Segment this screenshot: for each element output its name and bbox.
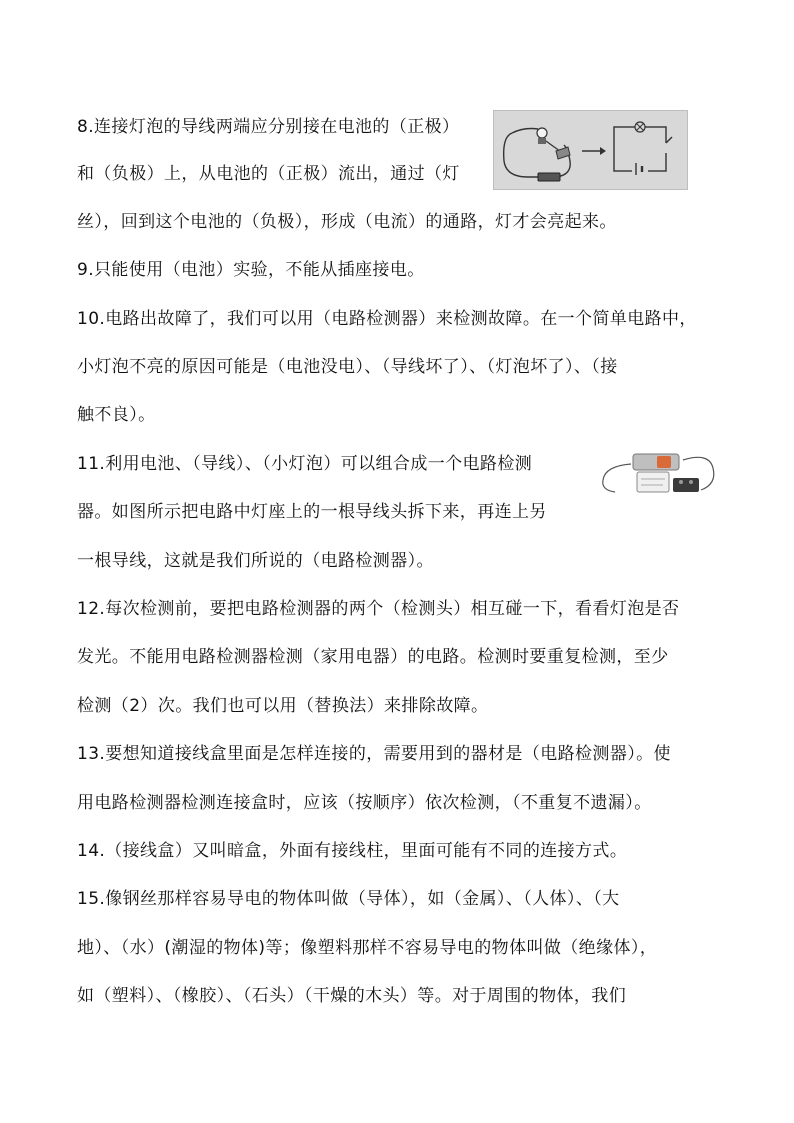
text-line: 11.利用电池、（导线）、（小灯泡）可以组合成一个电路检测: [77, 454, 533, 474]
text-line: 一根导线，这就是我们所说的（电路检测器）。: [77, 551, 434, 571]
circuit-diagram-figure: [493, 110, 688, 190]
text-line: 10.电路出故障了，我们可以用（电路检测器）来检测故障。在一个简单电路中，: [77, 309, 697, 329]
text-line: 15.像钢丝那样容易导电的物体叫做（导体），如（金属）、（人体）、（大: [77, 889, 620, 909]
circuit-tester-figure: [597, 446, 722, 508]
text-line: 12.每次检测前，要把电路检测器的两个（检测头）相互碰一下，看看灯泡是否: [77, 599, 680, 619]
text-line: 发光。不能用电路检测器检测（家用电器）的电路。检测时要重复检测，至少: [77, 647, 669, 667]
text-line: 8.连接灯泡的导线两端应分别接在电池的（正极）: [77, 117, 460, 137]
circuit-illustration: [494, 111, 687, 189]
text-line: 小灯泡不亮的原因可能是（电池没电）、（导线坏了）、（灯泡坏了）、（接: [77, 357, 618, 377]
text-line: 地）、（水）(潮湿的物体)等；像塑料那样不容易导电的物体叫做（绝缘体），: [77, 938, 658, 958]
circuit-tester-illustration: [597, 446, 722, 508]
text-line: 触不良）。: [77, 405, 156, 425]
text-line: 器。如图所示把电路中灯座上的一根导线头拆下来，再连上另: [77, 502, 547, 522]
text-line: 14.（接线盒）又叫暗盒，外面有接线柱，里面可能有不同的连接方式。: [77, 841, 628, 861]
text-line: 检测（2）次。我们也可以用（替换法）来排除故障。: [77, 696, 489, 716]
text-line: 9.只能使用（电池）实验，不能从插座接电。: [77, 260, 425, 280]
text-line: 如（塑料）、（橡胶）、（石头）（干燥的木头）等。对于周围的物体，我们: [77, 986, 627, 1006]
text-line: 用电路检测器检测连接盒时，应该（按顺序）依次检测，（不重复不遗漏）。: [77, 793, 652, 813]
text-line: 丝），回到这个电池的（负极），形成（电流）的通路，灯才会亮起来。: [77, 212, 617, 232]
text-line: 13.要想知道接线盒里面是怎样连接的，需要用到的器材是（电路检测器）。使: [77, 744, 671, 764]
text-line: 和（负极）上，从电池的（正极）流出，通过（灯: [77, 164, 460, 184]
